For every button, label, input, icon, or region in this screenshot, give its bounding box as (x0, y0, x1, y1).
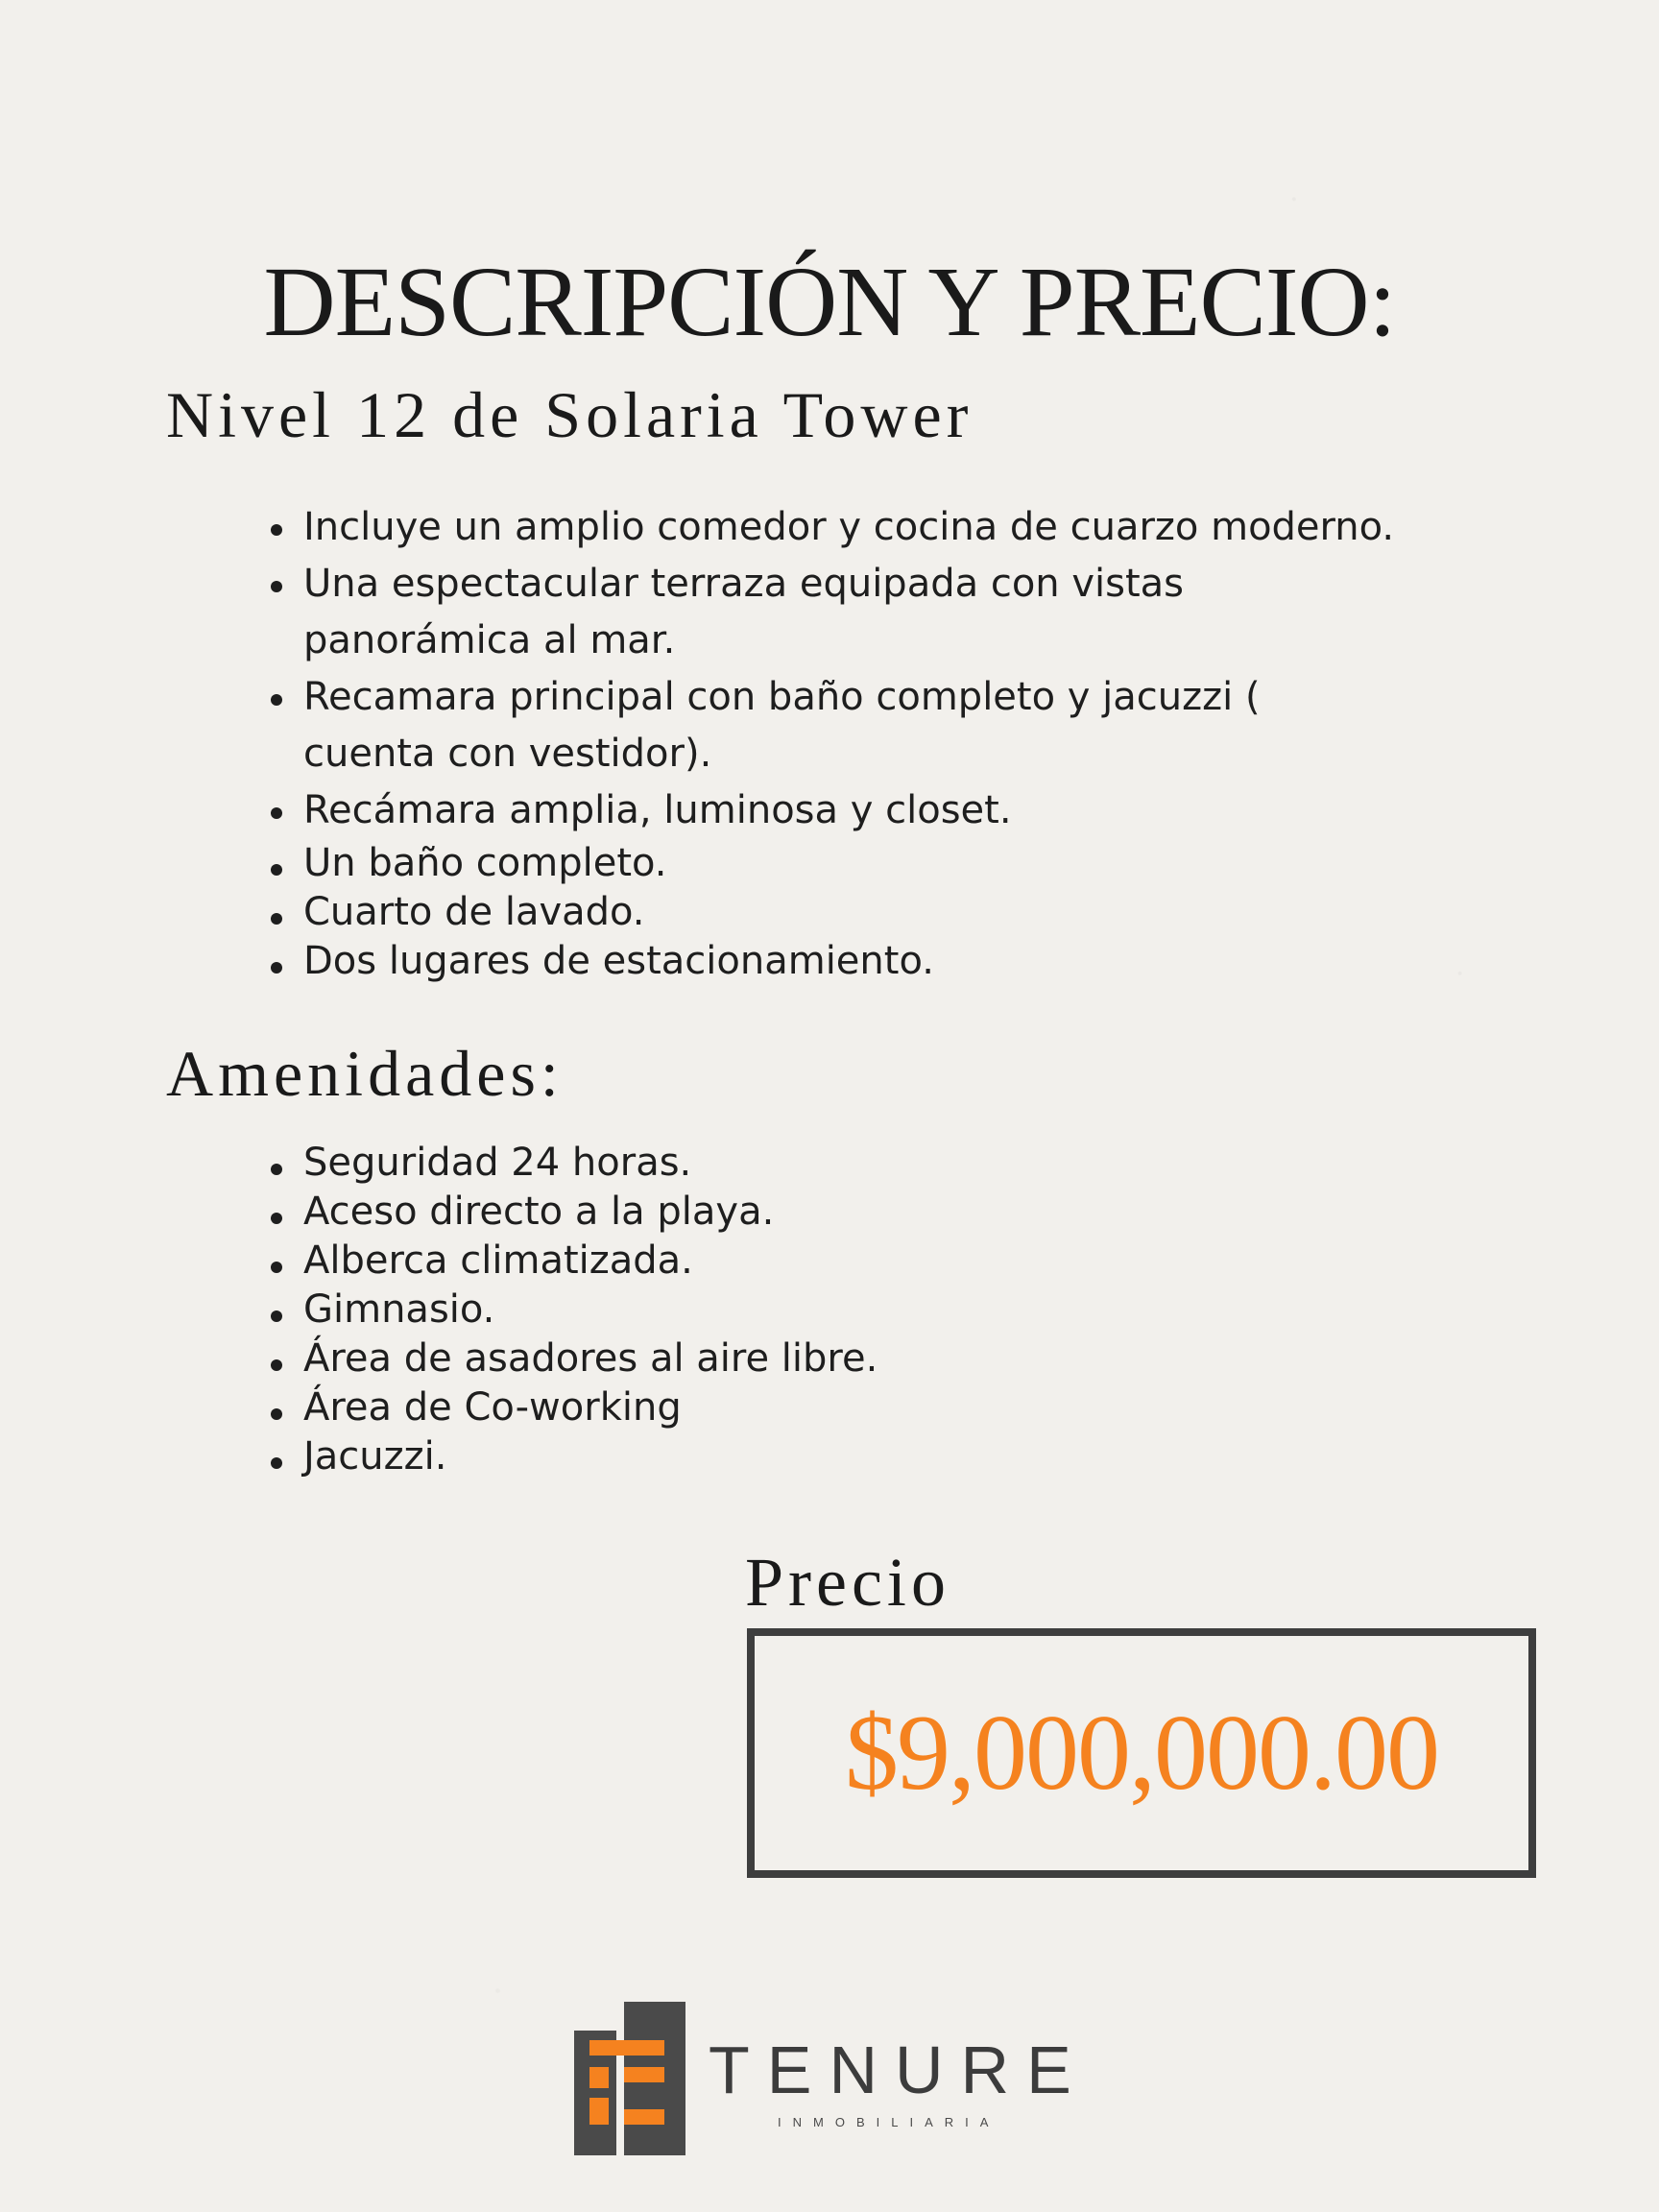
list-item: Gimnasio. (267, 1286, 1515, 1334)
brand-name: TENURE (709, 2032, 1089, 2107)
list-item: Área de Co-working (267, 1383, 1515, 1432)
list-item: Cuarto de lavado. (267, 888, 1515, 937)
list-item: Jacuzzi. (267, 1432, 1515, 1481)
amenities-title: Amenidades: (166, 1037, 564, 1110)
building-logo-icon (574, 2002, 685, 2155)
page-title: DESCRIPCIÓN Y PRECIO: (263, 246, 1396, 357)
features-list (267, 499, 1515, 986)
list-item: Un baño completo. (267, 839, 1515, 888)
brand-tagline: INMOBILIARIA (778, 2115, 1000, 2129)
list-item: Recamara principal con baño completo y jacuzzi ( cuenta con vestidor). (267, 669, 1340, 782)
list-item: Dos lugares de estacionamiento. (267, 937, 1515, 986)
list-item: Aceso directo a la playa. (267, 1188, 1515, 1237)
property-title: Nivel 12 de Solaria Tower (166, 378, 974, 451)
list-item: Recámara amplia, luminosa y closet. (267, 782, 1515, 839)
brand-logo (574, 2002, 1093, 2155)
price-value: $9,000,000.00 (845, 1693, 1438, 1813)
price-label: Precio (745, 1544, 950, 1621)
list-item: Área de asadores al aire libre. (267, 1334, 1515, 1383)
list-item: Una espectacular terraza equipada con vistas panorámica al mar. (267, 556, 1283, 669)
list-item: Incluye un amplio comedor y cocina de cuarzo moderno. (267, 499, 1515, 556)
list-item: Seguridad 24 horas. (267, 1139, 1515, 1188)
amenities-list (267, 1139, 1515, 1481)
list-item: Alberca climatizada. (267, 1237, 1515, 1286)
